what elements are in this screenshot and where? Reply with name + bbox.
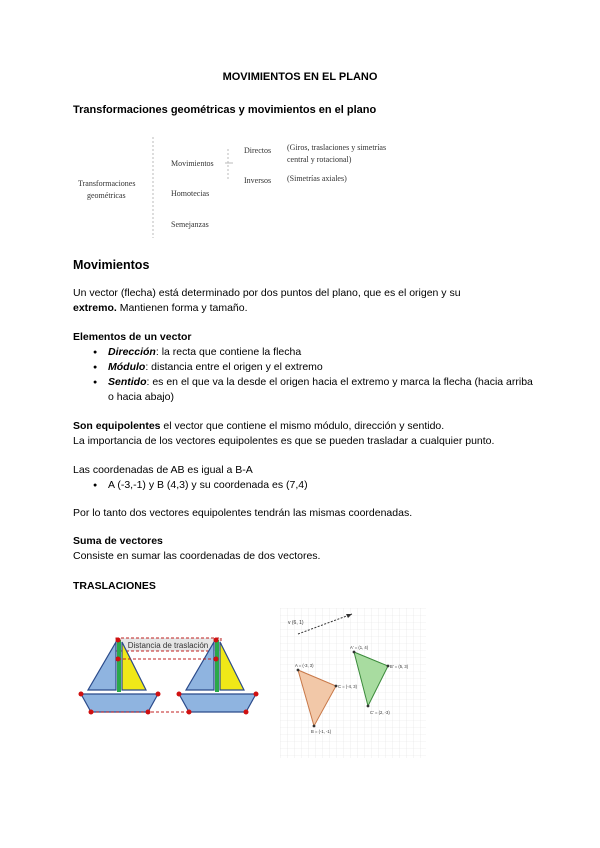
point [214, 638, 219, 643]
point [335, 685, 338, 688]
point [244, 710, 249, 715]
equipolentes-bold: Son equipolentes [73, 420, 161, 432]
elementos-list [93, 345, 533, 405]
point [156, 692, 161, 697]
movimientos-heading: Movimientos [73, 258, 150, 272]
term-sentido: Sentido [108, 376, 147, 388]
diagram-root: Transformaciones [78, 179, 136, 188]
label-C: C = (-4, 3) [338, 684, 357, 689]
label-A: A = (-3, 3) [295, 663, 314, 668]
term-modulo: Módulo [108, 361, 146, 373]
point [353, 651, 356, 654]
transformations-diagram [75, 135, 415, 245]
point [187, 710, 192, 715]
point [387, 665, 390, 668]
point [116, 638, 121, 643]
point [89, 710, 94, 715]
sail-right-2 [220, 642, 244, 690]
label-B: B = (-1, -1) [311, 729, 332, 734]
triangle-translation-figure [280, 608, 426, 758]
diagram-movimientos: Movimientos [171, 159, 214, 168]
coordenadas-list [93, 478, 533, 493]
coordenadas-line: Las coordenadas de AB es igual a B-A [73, 464, 253, 476]
list-item [93, 345, 533, 360]
traslaciones-heading: TRASLACIONES [73, 580, 156, 592]
movimientos-line-1: Un vector (flecha) está determinado por dos puntos del plano, que es el origen y su [73, 287, 461, 299]
suma-heading: Suma de vectores [73, 535, 163, 547]
list-item [93, 375, 533, 405]
equipolentes-rest: el vector que contiene el mismo módulo, dirección y sentido. [160, 420, 445, 432]
section-subtitle: Transformaciones geométricas y movimientos en el plano [73, 104, 377, 116]
equipolentes-line-2: La importancia de los vectores equipolentes es que se pueden trasladar a cualquier punto. [73, 435, 495, 447]
boat-label: Distancia de traslación [127, 641, 209, 650]
extremo-bold: extremo. [73, 302, 117, 314]
def-direccion: : la recta que contiene la flecha [155, 346, 302, 358]
point [79, 692, 84, 697]
point [254, 692, 259, 697]
point [146, 710, 151, 715]
term-direccion: Dirección [108, 346, 156, 358]
hull-1 [81, 694, 158, 712]
diagram-root-2: geométricas [87, 191, 126, 200]
movimientos-line-2: Mantienen forma y tamaño. [116, 302, 248, 314]
point [297, 669, 300, 672]
boat-translation-figure [78, 632, 263, 724]
diagram-semejanzas: Semejanzas [171, 220, 209, 229]
mast-2 [215, 640, 219, 692]
list-item: ● A (-3,-1) y B (4,3) y su coordenada es (7,4) [93, 478, 533, 493]
hull-2 [179, 694, 256, 712]
diagram-directos-desc: (Giros, traslaciones y simetrías [287, 143, 387, 152]
label-B-prime: B' = (5, 3) [390, 664, 409, 669]
vector-label: v (6, 1) [288, 620, 304, 626]
point [177, 692, 182, 697]
page-title: MOVIMIENTOS EN EL PLANO [222, 71, 378, 83]
label-C-prime: C' = (2, -3) [370, 710, 390, 715]
def-sentido: : es en el que va la desde el origen hacia el extremo y marca la flecha (hacia arriba o hacia abajo) [108, 376, 533, 403]
elementos-heading: Elementos de un vector [73, 331, 192, 343]
mast-1 [117, 640, 121, 692]
conclusion-paragraph: Por lo tanto dos vectores equipolentes tendrán las mismas coordenadas. [73, 507, 413, 519]
point [313, 725, 316, 728]
movimientos-paragraph [73, 286, 533, 316]
list-item [93, 360, 533, 375]
label-A-prime: A' = (1, 4) [350, 645, 369, 650]
diagram-inversos: Inversos [244, 176, 272, 185]
sail-left-1 [88, 642, 116, 690]
point [367, 705, 370, 708]
point [214, 657, 219, 662]
diagram-homotecias: Homotecias [171, 189, 210, 198]
diagram-directos: Directos [244, 146, 272, 155]
point [116, 657, 121, 662]
def-modulo: : distancia entre el origen y el extremo [145, 361, 323, 373]
diagram-inversos-desc: (Simetrías axiales) [287, 174, 347, 183]
equipolentes-paragraph [73, 419, 533, 449]
suma-text: Consiste en sumar las coordenadas de dos vectores. [73, 550, 321, 562]
diagram-directos-desc-2: central y rotacional) [287, 155, 352, 164]
